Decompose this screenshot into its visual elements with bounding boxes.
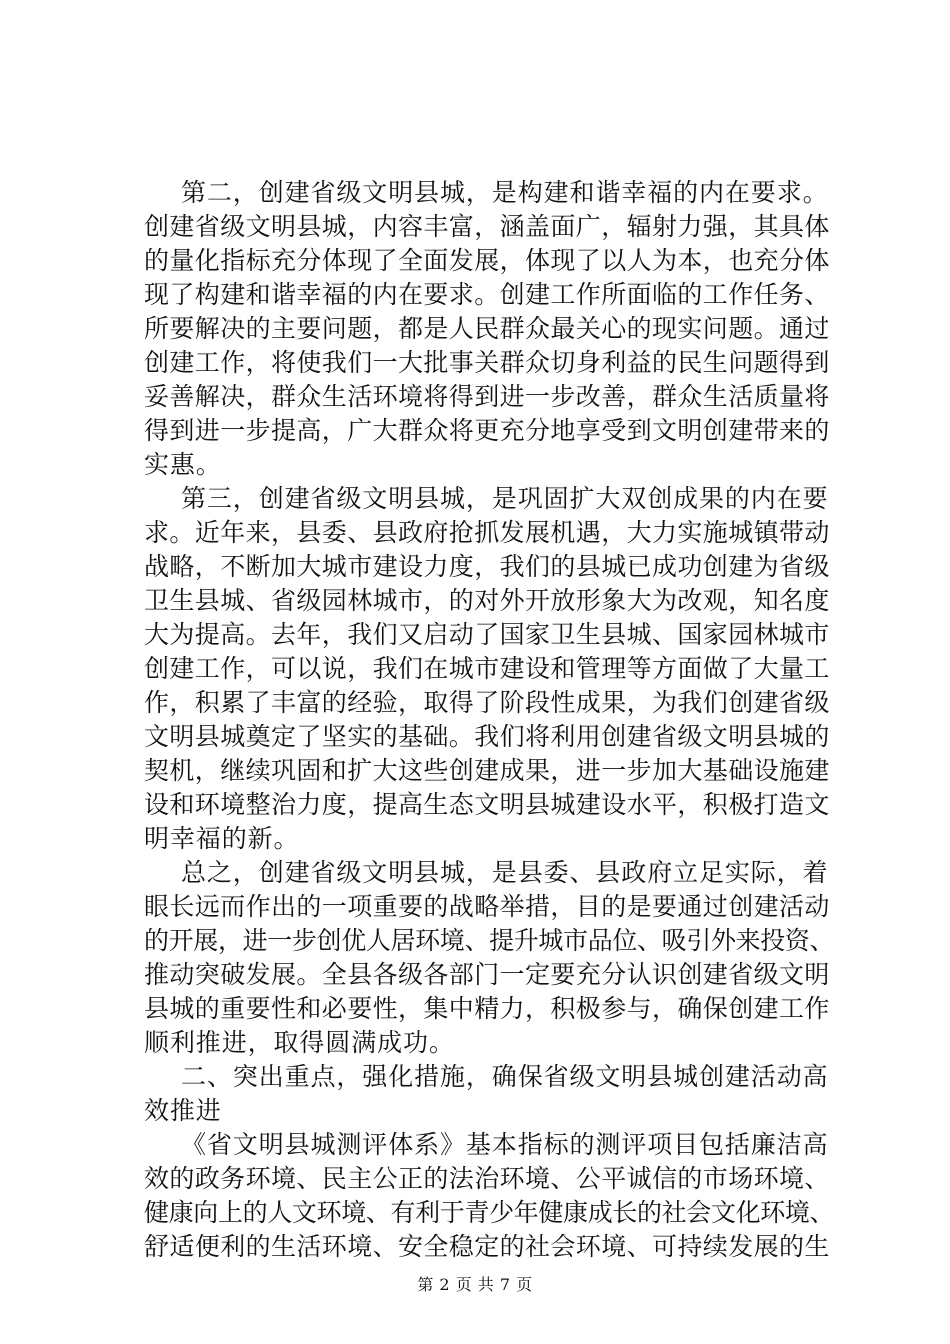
text-line: 卫生县城、省级园林城市，的对外开放形象大为改观，知名度 — [144, 586, 830, 615]
document-body — [144, 176, 834, 1264]
section-heading — [144, 1060, 834, 1128]
text-line: 健康向上的人文环境、有利于青少年健康成长的社会文化环境、 — [144, 1198, 835, 1227]
text-line: 创建工作，可以说，我们在城市建设和管理等方面做了大量工 — [144, 654, 830, 683]
text-line: 总之，创建省级文明县城，是县委、县政府立足实际，着 — [181, 858, 829, 887]
text-line: 契机，继续巩固和扩大这些创建成果，进一步加大基础设施建 — [144, 756, 830, 785]
text-line: 效的政务环境、民主公正的法治环境、公平诚信的市场环境、 — [144, 1164, 830, 1193]
text-line: 妥善解决，群众生活环境将得到进一步改善，群众生活质量将 — [144, 382, 830, 411]
text-line: 得到进一步提高，广大群众将更充分地享受到文明创建带来的 — [144, 416, 830, 445]
text-line: 求。近年来，县委、县政府抢抓发展机遇，大力实施城镇带动 — [144, 518, 830, 547]
text-line: 顺利推进，取得圆满成功。 — [144, 1028, 455, 1057]
paragraph — [144, 176, 834, 482]
text-line: 第二，创建省级文明县城，是构建和谐幸福的内在要求。 — [181, 178, 829, 207]
text-line: 创建工作，将使我们一大批事关群众切身利益的民生问题得到 — [144, 348, 830, 377]
paragraph — [144, 856, 834, 1060]
text-line: 眼长远而作出的一项重要的战略举措，目的是要通过创建活动 — [144, 892, 830, 921]
text-line: 现了构建和谐幸福的内在要求。创建工作所面临的工作任务、 — [144, 280, 830, 309]
paragraph — [144, 1128, 834, 1264]
text-line: 文明县城奠定了坚实的基础。我们将利用创建省级文明县城的 — [144, 722, 830, 751]
text-line: 第三，创建省级文明县城，是巩固扩大双创成果的内在要 — [181, 484, 829, 513]
text-line: 作，积累了丰富的经验，取得了阶段性成果，为我们创建省级 — [144, 688, 830, 717]
text-line: 创建省级文明县城，内容丰富，涵盖面广，辐射力强，其具体 — [144, 212, 830, 241]
paragraph — [144, 482, 834, 856]
text-line: 舒适便利的生活环境、安全稳定的社会环境、可持续发展的生 — [144, 1232, 830, 1261]
text-line: 二、突出重点，强化措施，确保省级文明县城创建活动高 — [181, 1062, 829, 1091]
text-line: 明幸福的新。 — [144, 824, 300, 853]
text-line: 所要解决的主要问题，都是人民群众最关心的现实问题。通过 — [144, 314, 830, 343]
text-line: 推动突破发展。全县各级各部门一定要充分认识创建省级文明 — [144, 960, 830, 989]
text-line: 效推进 — [144, 1096, 222, 1125]
text-line: 战略，不断加大城市建设力度，我们的县城已成功创建为省级 — [144, 552, 830, 581]
text-line: 设和环境整治力度，提高生态文明县城建设水平，积极打造文 — [144, 790, 830, 819]
text-line: 县城的重要性和必要性，集中精力，积极参与，确保创建工作 — [144, 994, 830, 1023]
page-number-footer: 第 2 页 共 7 页 — [417, 1275, 533, 1294]
text-line: 实惠。 — [144, 450, 222, 479]
text-line: 的量化指标充分体现了全面发展，体现了以人为本，也充分体 — [144, 246, 830, 275]
text-line: 《省文明县城测评体系》基本指标的测评项目包括廉洁高 — [181, 1130, 829, 1159]
text-line: 的开展，进一步创优人居环境、提升城市品位、吸引外来投资、 — [144, 926, 835, 955]
text-line: 大为提高。去年，我们又启动了国家卫生县城、国家园林城市 — [144, 620, 830, 649]
